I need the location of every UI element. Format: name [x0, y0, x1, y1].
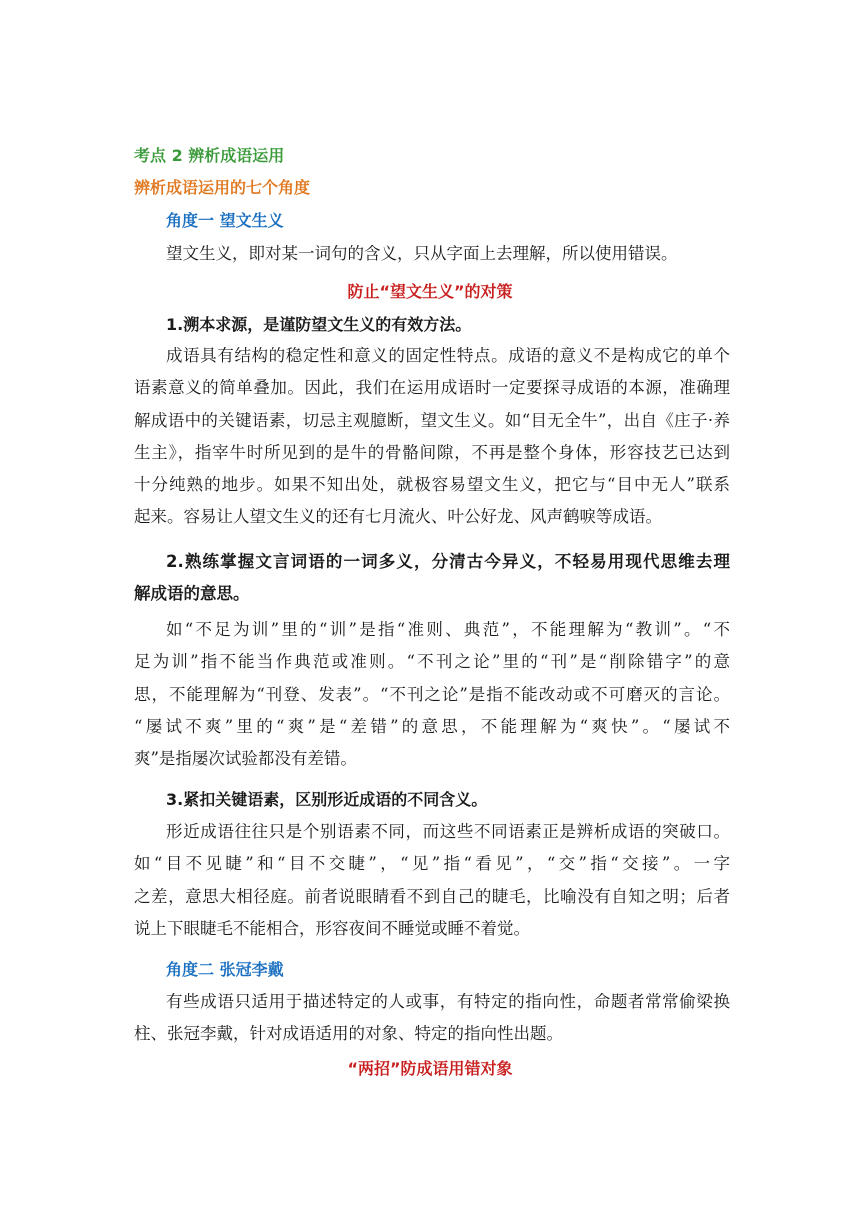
point2-title [134, 546, 730, 611]
paragraph-line: 柱、张冠李戴，针对成语适用的对象、特定的指向性出题。 [134, 1024, 563, 1044]
angle2-title: 角度二 张冠李戴 [166, 960, 284, 979]
subsection-heading: 辨析成语运用的七个角度 [134, 178, 311, 197]
paragraph-line: 思，不能理解为“刊登、发表”。“不刊之论”是指不能改动或不可磨灭的言论。 [134, 684, 730, 704]
paragraph-line: 有些成语只适用于描述特定的人或事，有特定的指向性，命题者常常偷梁换 [166, 992, 730, 1011]
paragraph-line: 生主》，指宰牛时所见到的是牛的骨骼间隙，不再是整个身体，形容技艺已达到 [134, 442, 730, 462]
paragraph-line: 足为训”指不能当作典范或准则。“不刊之论”里的“刊”是“削除错字”的意 [134, 652, 730, 672]
angle2-subtitle: “两招”防成语用错对象 [347, 1059, 513, 1078]
point3-title: 3.紧扣关键语素，区别形近成语的不同含义。 [166, 790, 488, 809]
paragraph-line: 如“不足为训”里的“训”是指“准则、典范”，不能理解为“教训”。“不 [166, 620, 730, 639]
point1-paragraph [134, 340, 730, 534]
paragraph-line: 成语具有结构的稳定性和意义的固定性特点。成语的意义不是构成它的单个 [166, 346, 730, 365]
paragraph-line: 解成语中的关键语素，切忌主观臆断，望文生义。如“目无全牛”，出自《庄子·养 [134, 410, 730, 430]
angle1-title: 角度一 望文生义 [166, 211, 284, 230]
point3-paragraph [134, 816, 730, 945]
paragraph-line: 起来。容易让人望文生义的还有七月流火、叶公好龙、风声鹤唳等成语。 [134, 507, 662, 527]
paragraph-line: 十分纯熟的地步。如果不知出处，就极容易望文生义，把它与“目中无人”联系 [134, 475, 730, 495]
angle1-intro: 望文生义，即对某一词句的含义，只从字面上去理解，所以使用错误。 [166, 244, 678, 263]
point2-title-line: 解成语的意思。 [134, 584, 250, 604]
angle2-intro [134, 986, 730, 1051]
paragraph-line: 爽”是指屡次试验都没有差错。 [134, 749, 357, 769]
paragraph-line: 形近成语往往只是个别语素不同，而这些不同语素正是辨析成语的突破口。 [166, 822, 730, 841]
point2-paragraph [134, 614, 730, 775]
paragraph-line: 说上下眼睫毛不能相合，形容夜间不睡觉或睡不着觉。 [134, 918, 530, 938]
paragraph-line: “屡试不爽”里的“爽”是“差错”的意思，不能理解为“爽快”。“屡试不 [134, 716, 730, 736]
point2-title-line: 2.熟练掌握文言词语的一词多义，分清古今异义，不轻易用现代思维去理 [166, 552, 730, 571]
paragraph-line: 语素意义的简单叠加。因此，我们在运用成语时一定要探寻成语的本源，准确理 [134, 378, 730, 398]
paragraph-line: 之差，意思大相径庭。前者说眼睛看不到自己的睫毛，比喻没有自知之明；后者 [134, 886, 730, 906]
section-heading: 考点 2 辨析成语运用 [134, 146, 285, 165]
point1-title: 1.溯本求源，是谨防望文生义的有效方法。 [166, 315, 472, 334]
angle1-subtitle: 防止“望文生义”的对策 [347, 282, 513, 301]
paragraph-line: 如“目不见睫”和“目不交睫”，“见”指“看见”，“交”指“交接”。一字 [134, 854, 730, 874]
